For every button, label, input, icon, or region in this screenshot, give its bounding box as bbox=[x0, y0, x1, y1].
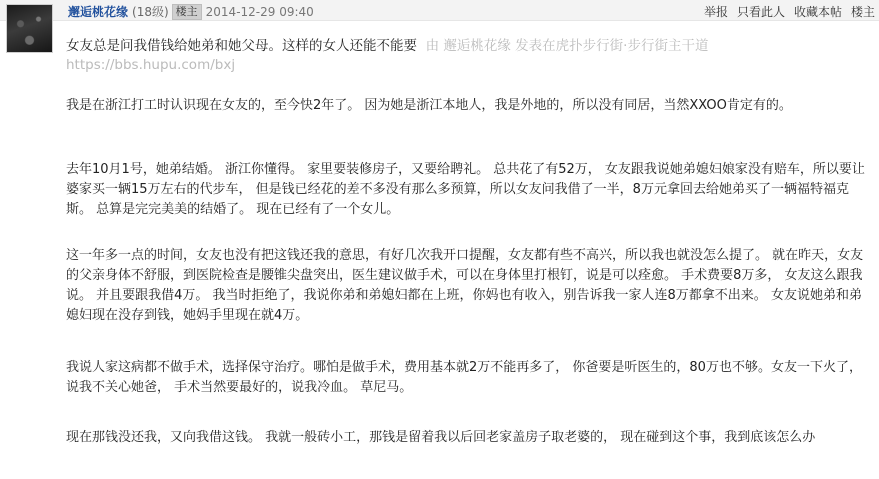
post-actions bbox=[695, 3, 875, 20]
avatar[interactable] bbox=[6, 4, 53, 53]
post-meta bbox=[68, 3, 314, 20]
only-author-link[interactable]: 只看此人 bbox=[736, 5, 785, 19]
username-link[interactable]: 邂逅桃花缘 bbox=[68, 5, 129, 19]
role-badge: 楼主 bbox=[172, 4, 202, 20]
report-link[interactable]: 举报 bbox=[703, 5, 728, 19]
floor-label: 楼主 bbox=[850, 5, 875, 19]
post-paragraph: 我说人家这病都不做手术，选择保守治疗。哪怕是做手术，费用基本就2万不能再多了， 你爸要是听医生的，80万也不够。女友一下火了，说我不关心她爸， 手术当然要最好的，说我冷血。 草尼马。 bbox=[66, 360, 862, 395]
post-paragraph: 这一年多一点的时间，女友也没有把这钱还我的意思，有好几次我开口提醒，女友都有些不高兴，所以我也就没怎么提了。 就在昨天，女友的父亲身体不舒服，到医院检查是腰锥尖盘突出，医生建议做手术，可以在身体里打根钉，说是可以痊愈。 手术费要8万多， 女友这么跟我说。 并且要跟我借4万。 我当时拒绝了，我说你弟和弟媳妇都在上班，你妈也有收入，别告诉我一家人连8万都拿不出来。 女友说她弟和弟媳妇现在没存到钱，她妈手里现在就4万。 bbox=[66, 248, 864, 323]
bookmark-link[interactable]: 收藏本帖 bbox=[793, 5, 842, 19]
post-paragraph: 现在那钱没还我，又向我借这钱。 我就一般砖小工，那钱是留着我以后回老家盖房子取老婆的， 现在碰到这个事，我到底该怎么办 bbox=[66, 430, 816, 445]
post-paragraph: 我是在浙江打工时认识现在女友的，至今快2年了。 因为她是浙江本地人，我是外地的，所以没有同居，当然XXOO肯定有的。 bbox=[66, 98, 792, 113]
post-timestamp: 2014-12-29 09:40 bbox=[205, 5, 314, 19]
post-title bbox=[66, 37, 874, 75]
title-source-suffix: 由 邂逅桃花缘 发表在虎扑步行街·步行街主干道 https://bbs.hupu.com/bxj bbox=[66, 38, 709, 73]
post-paragraph: 去年10月1号，她弟结婚。 浙江你懂得。 家里要装修房子，又要给聘礼。 总共花了有52万， 女友跟我说她弟媳妇娘家没有赔车，所以要让婆家买一辆15万左右的代步车， 但是钱已经花的差不多没有那么多预算，所以女友问我借了一半，8万元拿回去给她弟买了一辆福特福克斯。 总算是完完美美的结婚了。 现在已经有了一个女儿。 bbox=[66, 162, 865, 217]
user-level: (18级) bbox=[132, 5, 169, 19]
title-text: 女友总是问我借钱给她弟和她父母。这样的女人还能不能要 bbox=[66, 38, 417, 54]
